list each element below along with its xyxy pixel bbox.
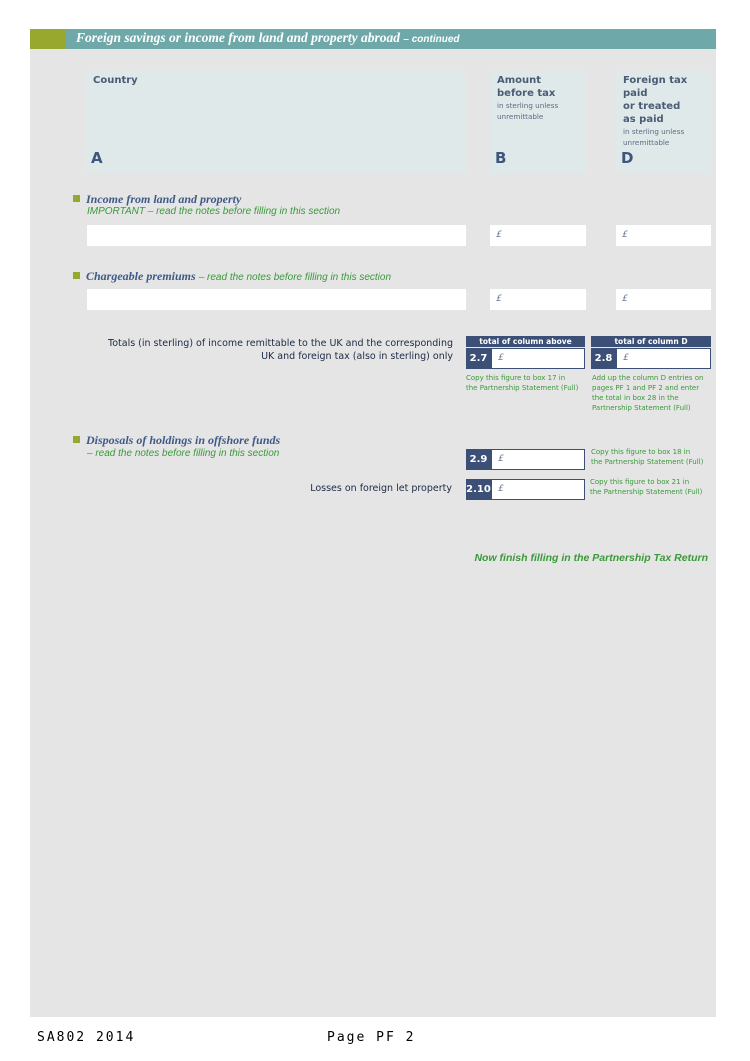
box-28-note-line1: Add up the column D entries on: [592, 374, 704, 382]
premiums-foreign-tax-input[interactable]: [616, 289, 711, 310]
land-amount-input[interactable]: [490, 225, 586, 246]
amount-label: [497, 74, 558, 123]
box-29-number: 2.9: [466, 449, 491, 470]
box-28-input[interactable]: [616, 348, 711, 369]
page-number: Page PF 2: [327, 1030, 416, 1045]
totals-label-line1: Totals (in sterling) of income remittable to the UK and the corresponding: [108, 338, 453, 349]
pound-symbol: £: [496, 230, 502, 240]
land-foreign-tax-input[interactable]: [616, 225, 711, 246]
offshore-title: Disposals of holdings in offshore funds: [86, 433, 281, 447]
totals-label-line2: UK and foreign tax (also in sterling) only: [261, 351, 453, 362]
losses-label: Losses on foreign let property: [310, 483, 452, 494]
pound-symbol: £: [498, 353, 504, 363]
column-letter-a: A: [91, 149, 103, 167]
box-29-note: [591, 447, 716, 467]
finish-instruction: Now finish filling in the Partnership Tax Return: [474, 552, 708, 564]
premiums-title: Chargeable premiums: [86, 269, 196, 283]
box-28-number: 2.8: [591, 348, 616, 369]
pound-symbol: £: [498, 454, 504, 464]
box-210-note: [590, 477, 716, 497]
land-country-input[interactable]: [87, 225, 466, 246]
box-28-title: total of column D: [591, 336, 711, 347]
box-210-input[interactable]: [491, 479, 585, 500]
column-d-header: [616, 71, 711, 173]
box-27-note: [466, 373, 591, 393]
foreign-tax-label-line3: as paid: [623, 114, 664, 125]
header-accent: [30, 29, 66, 49]
amount-label-line1: Amount: [497, 75, 542, 86]
bullet-icon: [73, 436, 80, 443]
bullet-icon: [73, 195, 80, 202]
box-210-number: 2.10: [466, 479, 491, 500]
land-property-heading: [73, 192, 241, 207]
pound-symbol: £: [622, 294, 628, 304]
page-title: [76, 30, 460, 46]
column-a-header: [86, 71, 466, 173]
premiums-note: – read the notes before filling in this section: [198, 272, 392, 283]
pound-symbol: £: [498, 484, 504, 494]
box-28-note-line2: pages PF 1 and PF 2 and enter: [592, 384, 700, 392]
box-27-note-line2: the Partnership Statement (Full): [466, 384, 579, 392]
column-letter-b: B: [495, 149, 507, 167]
continued-label: – continued: [403, 34, 460, 45]
foreign-tax-label-line2: or treated: [623, 101, 681, 112]
totals-label: [80, 337, 453, 363]
foreign-tax-label: [623, 74, 711, 149]
amount-note-line1: in sterling unless: [497, 101, 559, 110]
box-29-input[interactable]: [491, 449, 585, 470]
box-29-note-line1: Copy this figure to box 18 in: [591, 448, 691, 456]
box-210-note-line1: Copy this figure to box 21 in: [590, 478, 690, 486]
land-property-important: IMPORTANT – read the notes before filling in this section: [87, 206, 341, 217]
bullet-icon: [73, 272, 80, 279]
land-property-title: Income from land and property: [86, 192, 242, 206]
box-29-note-line2: the Partnership Statement (Full): [591, 458, 704, 466]
box-28-note-line4: Partnership Statement (Full): [592, 404, 691, 412]
box-27-title: total of column above: [466, 336, 585, 347]
premiums-heading: [73, 269, 391, 284]
foreign-tax-note-line1: in sterling unless: [623, 127, 685, 136]
foreign-tax-label-line1: Foreign tax paid: [623, 75, 688, 99]
offshore-heading: [73, 433, 280, 448]
box-210-note-line2: the Partnership Statement (Full): [590, 488, 703, 496]
amount-label-line2: before tax: [497, 88, 556, 99]
premiums-country-input[interactable]: [87, 289, 466, 310]
form-reference: SA802 2014: [37, 1030, 136, 1045]
box-27-input[interactable]: [491, 348, 585, 369]
offshore-note: – read the notes before filling in this section: [87, 448, 280, 459]
premiums-amount-input[interactable]: [490, 289, 586, 310]
form-panel: [30, 29, 716, 1017]
foreign-tax-note-line2: unremittable: [623, 138, 670, 147]
box-27-number: 2.7: [466, 348, 491, 369]
column-letter-d: D: [621, 149, 634, 167]
column-b-header: [490, 71, 586, 173]
pound-symbol: £: [623, 353, 629, 363]
page-title-text: Foreign savings or income from land and property abroad: [76, 30, 401, 45]
box-28-note: [592, 373, 716, 413]
pound-symbol: £: [622, 230, 628, 240]
box-27-note-line1: Copy this figure to box 17 in: [466, 374, 566, 382]
amount-note-line2: unremittable: [497, 112, 544, 121]
box-28-note-line3: the total in box 28 in the: [592, 394, 679, 402]
country-label: Country: [93, 75, 138, 86]
pound-symbol: £: [496, 294, 502, 304]
